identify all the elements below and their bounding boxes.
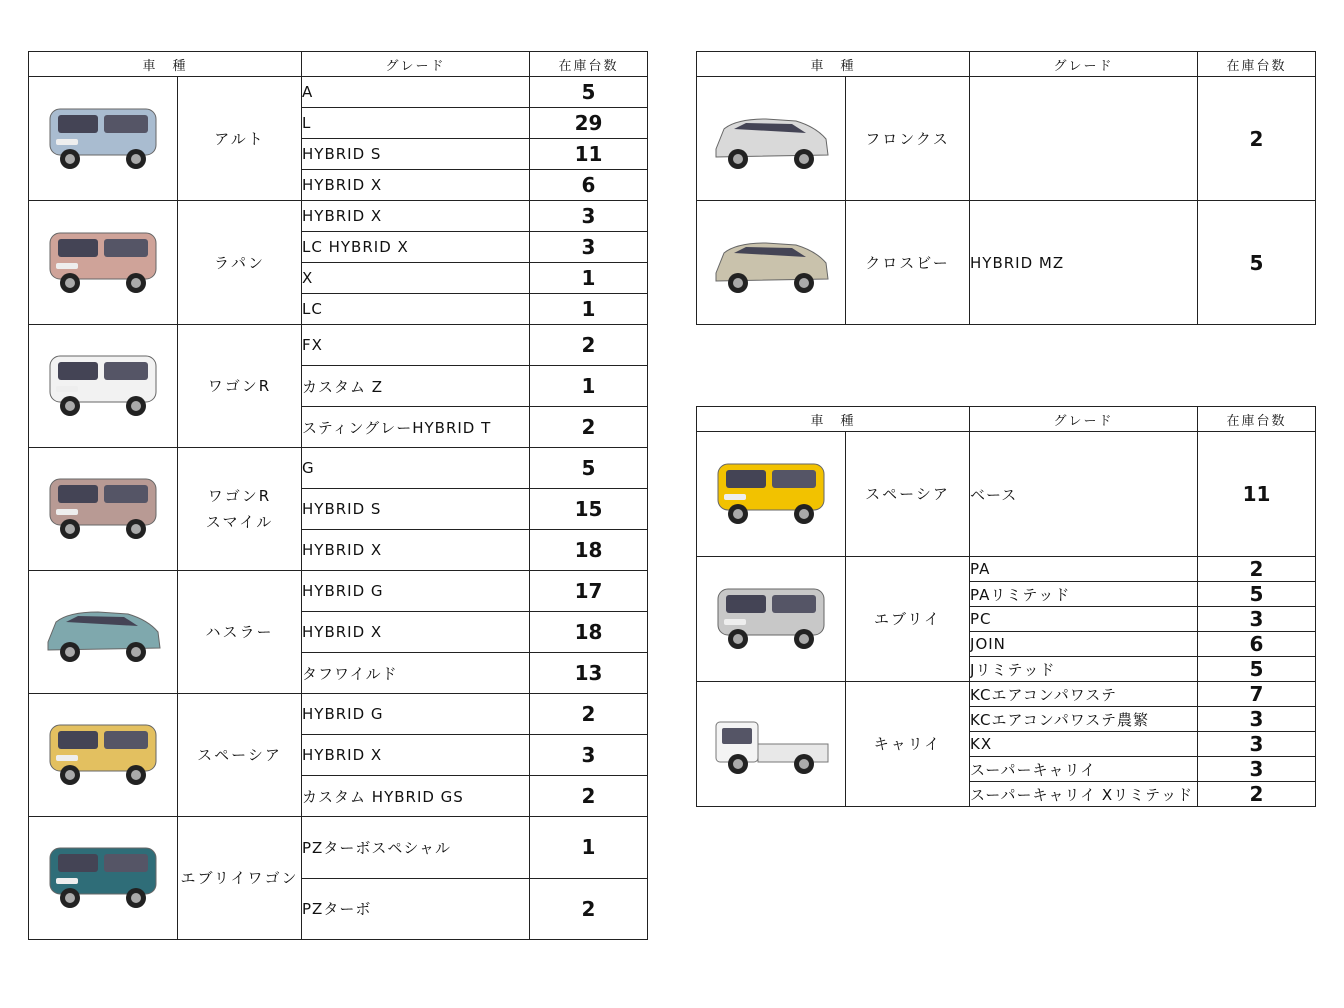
stock-count: 29 [530,108,648,139]
grade-cell: KCエアコンパワステ [970,682,1198,707]
header-model: 車 種 [697,52,970,77]
table-row [29,201,648,232]
car-image [38,469,168,549]
stock-count: 5 [530,77,648,108]
header-row [29,52,648,77]
stock-count: 2 [530,878,648,940]
grade-cell [970,77,1198,201]
vehicle-name: スペーシア [178,694,302,817]
grade-cell: スティングレーHYBRID T [302,407,530,448]
vehicle-image-cell [697,432,846,557]
vehicle-name [178,448,302,571]
table-row [29,571,648,612]
stock-count: 2 [1198,557,1316,582]
header-grade: グレード [302,52,530,77]
vehicle-image-cell [29,77,178,201]
vehicle-image-cell [697,77,846,201]
vehicle-name: エブリイ [846,557,970,682]
header-grade: グレード [970,52,1198,77]
vehicle-name: ラパン [178,201,302,325]
grade-cell: PZターボ [302,878,530,940]
stock-count: 2 [530,325,648,366]
stock-count: 2 [1198,782,1316,807]
vehicle-name: アルト [178,77,302,201]
vehicle-name: ワゴンR [178,325,302,448]
grade-cell: スーパーキャリイ Xリミテッド [970,782,1198,807]
vehicle-image-cell [29,448,178,571]
stock-count: 11 [1198,432,1316,557]
vehicle-image-cell [29,694,178,817]
stock-count: 5 [530,448,648,489]
car-image [38,99,168,179]
car-image [38,592,168,672]
stock-count: 1 [530,263,648,294]
header-row [697,52,1316,77]
inventory-table-right-bottom [696,406,1316,807]
grade-cell: HYBRID X [302,530,530,571]
table-row [697,682,1316,707]
vehicle-name: キャリイ [846,682,970,807]
stock-count: 13 [530,653,648,694]
stock-count: 17 [530,571,648,612]
stock-count: 5 [1198,657,1316,682]
grade-cell: L [302,108,530,139]
stock-count: 2 [530,407,648,448]
vehicle-name: フロンクス [846,77,970,201]
header-stock: 在庫台数 [1198,52,1316,77]
table-row [29,448,648,489]
header-stock: 在庫台数 [1198,407,1316,432]
table-row [697,201,1316,325]
grade-cell: PZターボスペシャル [302,817,530,879]
stock-count: 2 [1198,77,1316,201]
stock-count: 18 [530,612,648,653]
car-image [706,99,836,179]
grade-cell: LC HYBRID X [302,232,530,263]
stock-count: 7 [1198,682,1316,707]
car-image [706,579,836,659]
inventory-table-right-top [696,51,1316,325]
stock-count: 1 [530,294,648,325]
car-image [706,454,836,534]
header-grade: グレード [970,407,1198,432]
vehicle-image-cell [697,201,846,325]
grade-cell: LC [302,294,530,325]
vehicle-name: クロスビー [846,201,970,325]
header-stock: 在庫台数 [530,52,648,77]
table-row [29,77,648,108]
stock-count: 3 [1198,732,1316,757]
vehicle-name: スペーシア [846,432,970,557]
vehicle-image-cell [697,682,846,807]
grade-cell: Jリミテッド [970,657,1198,682]
grade-cell: HYBRID X [302,735,530,776]
inventory-table-left [28,51,648,940]
vehicle-image-cell [29,817,178,940]
stock-count: 3 [1198,707,1316,732]
grade-cell: X [302,263,530,294]
table-row [29,817,648,879]
grade-cell: HYBRID X [302,201,530,232]
grade-cell: HYBRID G [302,571,530,612]
grade-cell: KCエアコンパワステ農繁 [970,707,1198,732]
car-image [706,704,836,784]
grade-cell: A [302,77,530,108]
grade-cell: HYBRID S [302,489,530,530]
grade-cell: タフワイルド [302,653,530,694]
table-row [29,325,648,366]
vehicle-image-cell [29,571,178,694]
car-image [706,223,836,303]
grade-cell: HYBRID MZ [970,201,1198,325]
grade-cell: ベース [970,432,1198,557]
car-image [38,346,168,426]
table-row [29,694,648,735]
grade-cell: HYBRID G [302,694,530,735]
header-model: 車 種 [697,407,970,432]
grade-cell: JOIN [970,632,1198,657]
table-row [697,77,1316,201]
grade-cell: FX [302,325,530,366]
grade-cell: PC [970,607,1198,632]
stock-count: 11 [530,139,648,170]
stock-count: 2 [530,776,648,817]
vehicle-image-cell [29,325,178,448]
header-model: 車 種 [29,52,302,77]
table-row [697,557,1316,582]
header-row [697,407,1316,432]
table-row [697,432,1316,557]
grade-cell: スーパーキャリイ [970,757,1198,782]
vehicle-name-line: ワゴンR [207,487,272,505]
grade-cell: カスタム Z [302,366,530,407]
vehicle-name-line: スマイル [205,513,274,531]
stock-count: 18 [530,530,648,571]
stock-count: 5 [1198,582,1316,607]
stock-count: 5 [1198,201,1316,325]
grade-cell: PAリミテッド [970,582,1198,607]
stock-count: 3 [530,232,648,263]
stock-count: 2 [530,694,648,735]
stock-count: 3 [1198,607,1316,632]
car-image [38,223,168,303]
grade-cell: G [302,448,530,489]
stock-count: 1 [530,366,648,407]
car-image [38,715,168,795]
stock-count: 3 [1198,757,1316,782]
stock-count: 3 [530,735,648,776]
grade-cell: HYBRID X [302,170,530,201]
grade-cell: カスタム HYBRID GS [302,776,530,817]
stock-count: 1 [530,817,648,879]
vehicle-image-cell [697,557,846,682]
vehicle-name: ハスラー [178,571,302,694]
car-image [38,838,168,918]
stock-count: 6 [1198,632,1316,657]
vehicle-image-cell [29,201,178,325]
grade-cell: HYBRID X [302,612,530,653]
grade-cell: PA [970,557,1198,582]
stock-count: 15 [530,489,648,530]
grade-cell: HYBRID S [302,139,530,170]
grade-cell: KX [970,732,1198,757]
stock-count: 3 [530,201,648,232]
stock-count: 6 [530,170,648,201]
vehicle-name: エブリイワゴン [178,817,302,940]
